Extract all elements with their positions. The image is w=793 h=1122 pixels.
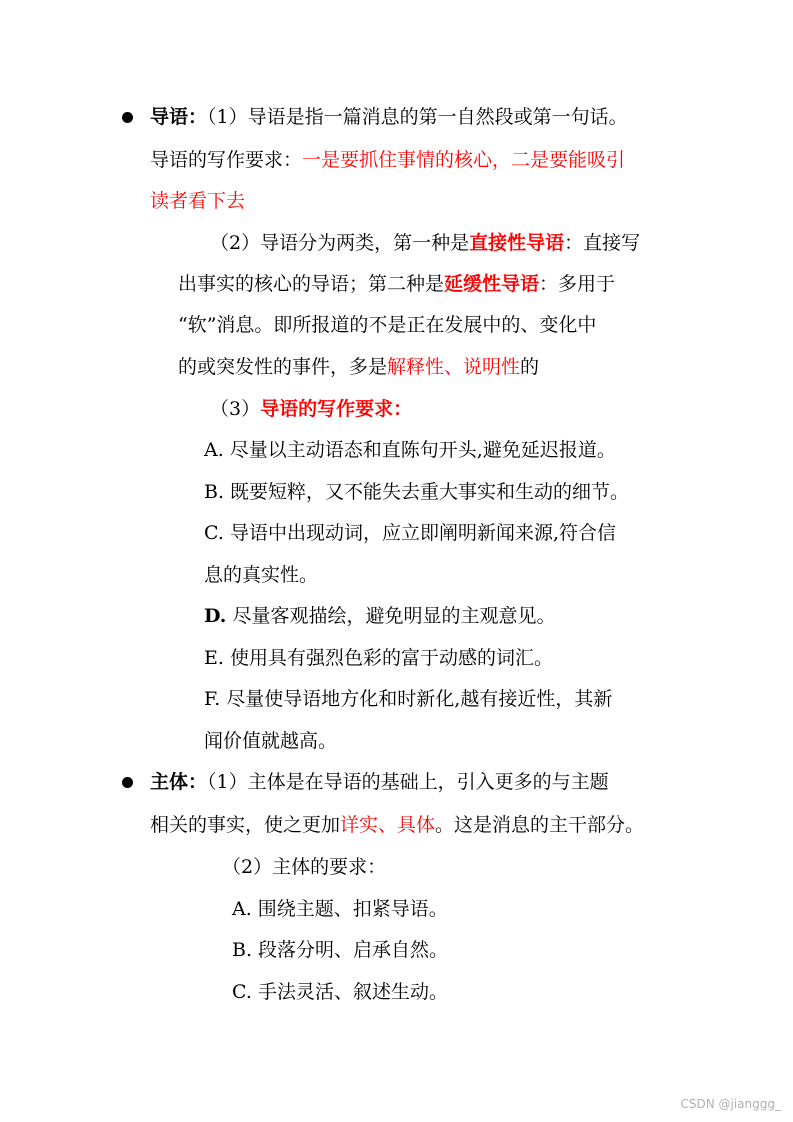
highlight-text: 解释性、说明性 [387, 356, 521, 378]
paragraph-line [150, 813, 644, 837]
text-span: 出事实的核心的导语；第二种是 [178, 273, 445, 295]
text-span: “软”消息。即所报道的不是正在发展中的、变化中 [178, 314, 597, 336]
text-span: （3） [210, 398, 261, 420]
list-item: B. 既要短粹，又不能失去重大事实和生动的细节。 [204, 481, 630, 503]
highlight-text: 读者看下去 [150, 190, 246, 212]
text-span: 。这是消息的主干部分。 [435, 814, 645, 836]
list-item: C. 手法灵活、叙述生动。 [232, 981, 448, 1003]
list-item: F. 尽量使导语地方化和时新化,越有接近性，其新 [204, 688, 613, 710]
bullet-dot [122, 777, 133, 788]
list-item [204, 604, 555, 628]
highlight-term: 直接性导语 [469, 232, 565, 254]
paragraph-line [178, 313, 596, 337]
section-heading: 导语： [150, 106, 208, 128]
paragraph-line [178, 355, 539, 379]
text-span: 的 [520, 356, 540, 378]
watermark: CSDN @jianggg_ [680, 1097, 781, 1111]
list-item: A. 尽量以主动语态和直陈句开头,避免延迟报道。 [204, 439, 616, 461]
paragraph-line [150, 770, 609, 794]
list-item: C. 导语中出现动词，应立即阐明新闻来源,符合信 [204, 522, 616, 544]
text-span: （1）导语是指一篇消息的第一自然段或第一句话。 [207, 106, 628, 128]
highlight-text: 详实、具体 [340, 814, 436, 836]
text-span: 尽量客观描绘，避免明显的主观意见。 [226, 605, 556, 627]
list-item: E. 使用具有强烈色彩的富于动感的词汇。 [204, 647, 553, 669]
text-span: 导语的写作要求： [150, 149, 303, 171]
list-item-continuation: 息的真实性。 [204, 564, 319, 586]
text-span: （1）主体是在导语的基础上，引入更多的与主题 [207, 771, 609, 793]
list-item: A. 围绕主题、扣紧导语。 [232, 898, 448, 920]
text-span: （2）导语分为两类，第一种是 [210, 232, 470, 254]
text-span: ：多用于 [539, 273, 616, 295]
highlight-term: 导语的写作要求： [260, 398, 413, 420]
paragraph-line: （2）主体的要求： [222, 856, 387, 878]
highlight-term: 延缓性导语 [444, 273, 540, 295]
paragraph-line [178, 272, 615, 296]
list-item-continuation: 闻价值就越高。 [204, 730, 338, 752]
bullet-dot [122, 112, 133, 123]
highlight-text: 一是要抓住事情的核心，二是要能吸引 [302, 149, 626, 171]
list-letter: D. [204, 605, 227, 627]
text-span: 的或突发性的事件，多是 [178, 356, 388, 378]
paragraph-line [150, 148, 625, 172]
paragraph-line [150, 105, 628, 129]
paragraph-line [210, 231, 640, 255]
list-item: B. 段落分明、启承自然。 [232, 939, 449, 961]
text-span: 相关的事实，使之更加 [150, 814, 341, 836]
paragraph-line [210, 397, 412, 421]
section-heading: 主体： [150, 771, 208, 793]
text-span: ：直接写 [564, 232, 641, 254]
paragraph-line [150, 189, 245, 213]
